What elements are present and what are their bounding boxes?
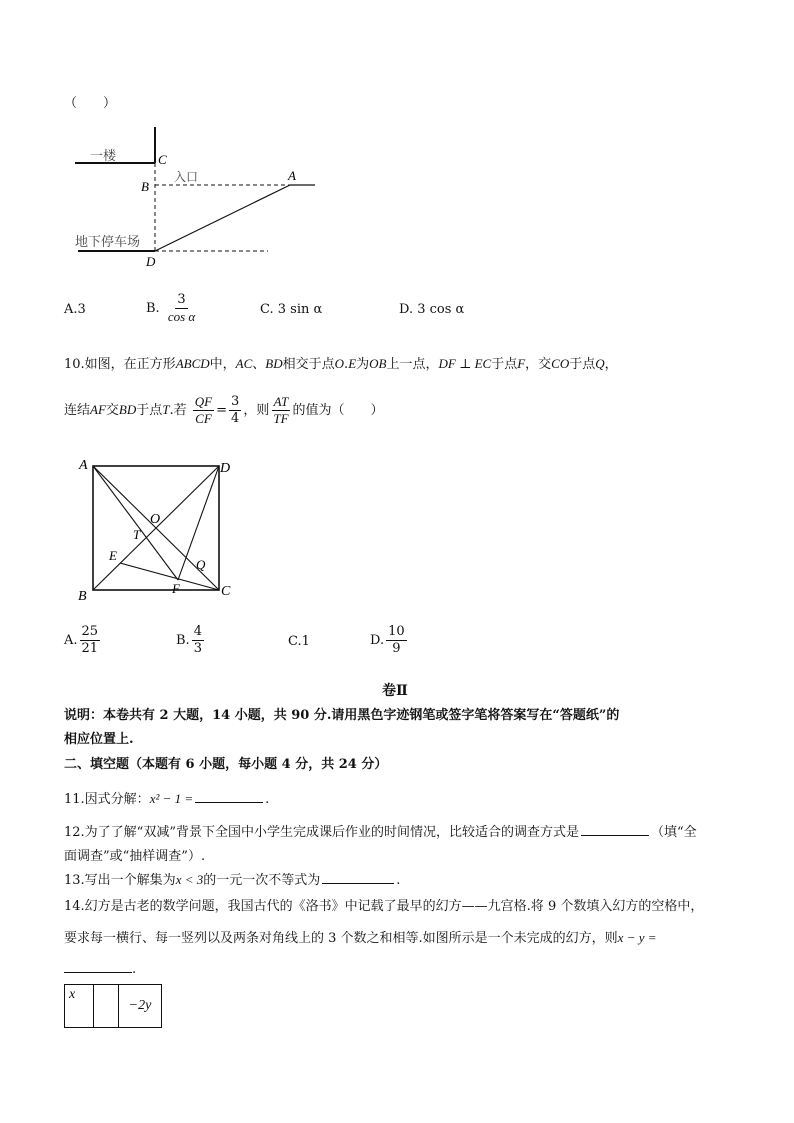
q10-figure [70, 452, 245, 607]
q10-frac-den: CF [195, 411, 212, 426]
q9-option-b-prefix: B. [146, 301, 160, 316]
q10-point-o: O [150, 512, 161, 527]
q9-answer-bracket: （ ） [64, 96, 117, 111]
q12-text: 12.为了了解“双减”背景下全国中小学生完成课后作业的时间情况，比较适合的调查方式是 [64, 825, 579, 840]
q10-math: E [348, 356, 357, 371]
q10-line-af [93, 466, 178, 580]
q10-fraction-3-4 [229, 394, 241, 427]
q10-frac-den: 9 [392, 641, 401, 656]
q10-option-c: C.1 [288, 634, 310, 649]
q10-line2 [64, 394, 384, 427]
q10-option-d-prefix: D. [370, 633, 385, 648]
q10-text: 的值为（ ） [292, 403, 384, 418]
q9-label-floor1: 一楼 [90, 148, 117, 163]
q9-figure [70, 120, 340, 270]
q10-point-b: B [78, 589, 87, 604]
q9-point-c: C [158, 152, 167, 167]
q10-point-q: Q [196, 557, 206, 572]
q11-answer-blank[interactable] [195, 790, 263, 803]
q10-math: Q [595, 356, 605, 371]
q10-frac-num: QF [194, 394, 213, 409]
q10-text: 为 [356, 357, 370, 372]
q10-text: 交 [105, 403, 119, 418]
q11-text: 11.因式分解： [64, 792, 150, 807]
q10-option-a [64, 624, 102, 657]
q10-fraction-at-tf [271, 394, 290, 427]
q13 [64, 869, 400, 888]
q10-math: OB [369, 356, 387, 371]
q14-answer-blank[interactable] [64, 960, 132, 973]
q10-text: ， [604, 357, 618, 372]
q9-option-b [146, 292, 199, 325]
q9-label-entrance: 入口 [174, 170, 199, 184]
q13-text: 13.写出一个解集为 [64, 873, 176, 888]
q14-answer-line [64, 960, 136, 977]
q10-text: ，交 [525, 357, 552, 372]
section-note-line2: 相应位置上. [64, 732, 134, 747]
q10-option-a-fraction [80, 624, 101, 657]
section-note-line1: 说明：本卷共有 2 大题，14 小题，共 90 分.请用黑色字迹钢笔或签字笔将答案写在“答题纸”的 [64, 708, 620, 723]
q12-line1 [64, 821, 697, 840]
q10-point-a: A [79, 458, 88, 473]
q10-point-t: T [133, 527, 141, 542]
q10-text: 相交于点 [282, 357, 335, 372]
q9-point-a: A [288, 168, 296, 183]
q10-text: 于点 [136, 403, 163, 418]
q10-option-b [176, 624, 206, 657]
q10-line1 [64, 353, 618, 372]
q10-text: 10.如图，在正方形 [64, 357, 176, 372]
q10-option-b-fraction [192, 624, 204, 657]
section-heading: 二、填空题（本题有 6 小题，每小题 4 分，共 24 分） [64, 757, 388, 772]
q9-option-b-fraction [166, 292, 197, 325]
q14-cell: −2y [119, 985, 162, 1028]
section-title: 卷Ⅱ [382, 683, 408, 699]
q12-answer-blank[interactable] [581, 823, 649, 836]
q14-expression: x − y = [617, 930, 657, 945]
q10-point-c: C [221, 584, 231, 599]
q10-math: O [334, 356, 345, 371]
q10-frac-den: 3 [193, 641, 202, 656]
q12-text-end: （填“全 [650, 825, 697, 840]
q11 [64, 788, 269, 807]
q13-text: 的一元一次不等式为 [203, 873, 321, 888]
q10-fraction-qf-cf [193, 394, 214, 427]
q10-math: BD [118, 402, 137, 417]
q10-math: AF [90, 402, 106, 417]
q10-equals: = [216, 403, 228, 418]
q10-text: . [344, 357, 349, 372]
q14-line1: 14.幻方是古老的数学问题，我国古代的《洛书》中记载了最早的幻方——九宫格.将 9 个数填入幻方的空格中， [64, 899, 704, 914]
q10-option-a-prefix: A. [64, 633, 78, 648]
q10-text: 、 [252, 357, 266, 372]
q10-math: F [517, 356, 526, 371]
q10-math: DF ⊥ EC [438, 356, 492, 371]
q9-option-a: A.3 [64, 302, 86, 317]
q10-text: .若 [169, 403, 187, 418]
q11-end: . [265, 792, 270, 807]
q10-text: 上一点， [386, 357, 439, 372]
q10-math: T [162, 402, 170, 417]
q10-option-b-prefix: B. [176, 633, 190, 648]
q10-math: BD [265, 356, 283, 371]
q10-frac-den: 4 [231, 411, 240, 426]
q10-point-e: E [109, 548, 117, 563]
q11-expression: x² − 1 = [149, 791, 194, 806]
q14-cell: x [65, 985, 94, 1028]
q10-frac-den: TF [273, 411, 289, 426]
q12-line2: 面调查”或“抽样调查”）. [64, 849, 206, 864]
q10-text: 于点 [491, 357, 518, 372]
q10-frac-num: 3 [231, 394, 240, 409]
q10-text: ，则 [243, 403, 270, 418]
q10-point-f: F [172, 581, 180, 596]
q10-option-d [370, 624, 409, 657]
q10-frac-num: 25 [81, 624, 99, 639]
q14-end: . [132, 962, 137, 977]
q10-text: 于点 [569, 357, 596, 372]
q9-option-c: C. 3 sin α [260, 302, 323, 317]
q14-magic-square [64, 984, 162, 1028]
q9-option-b-denominator: cos α [167, 309, 196, 324]
q10-frac-den: 21 [81, 641, 99, 656]
q9-ramp-line [155, 185, 290, 251]
q10-math: ABCD [175, 356, 210, 371]
q10-option-d-fraction [386, 624, 407, 657]
q10-text: 中， [209, 357, 236, 372]
q13-answer-blank[interactable] [322, 871, 394, 884]
q14-text: 要求每一横行、每一竖列以及两条对角线上的 3 个数之和相等.如图所示是一个未完成的幻方，则 [64, 931, 618, 946]
q10-text: 连结 [64, 403, 91, 418]
q10-math: CO [551, 356, 570, 371]
q14-magic-square-row [65, 985, 162, 1028]
q9-label-parking: 地下停车场 [75, 234, 141, 249]
q9-point-d: D [146, 254, 156, 269]
q14-line2 [64, 927, 657, 946]
q14-cell [94, 985, 119, 1028]
q10-frac-num: 10 [388, 624, 405, 639]
q9-option-d: D. 3 cos α [399, 302, 465, 317]
q10-math: AC [235, 356, 253, 371]
q10-frac-num: 4 [193, 624, 202, 639]
q9-option-b-numerator: 3 [177, 292, 186, 307]
q10-frac-num: AT [273, 394, 289, 409]
q13-end: . [396, 873, 401, 888]
q13-expression: x < 3 [175, 872, 204, 887]
q9-point-b: B [141, 179, 149, 194]
q10-point-d: D [220, 461, 231, 476]
